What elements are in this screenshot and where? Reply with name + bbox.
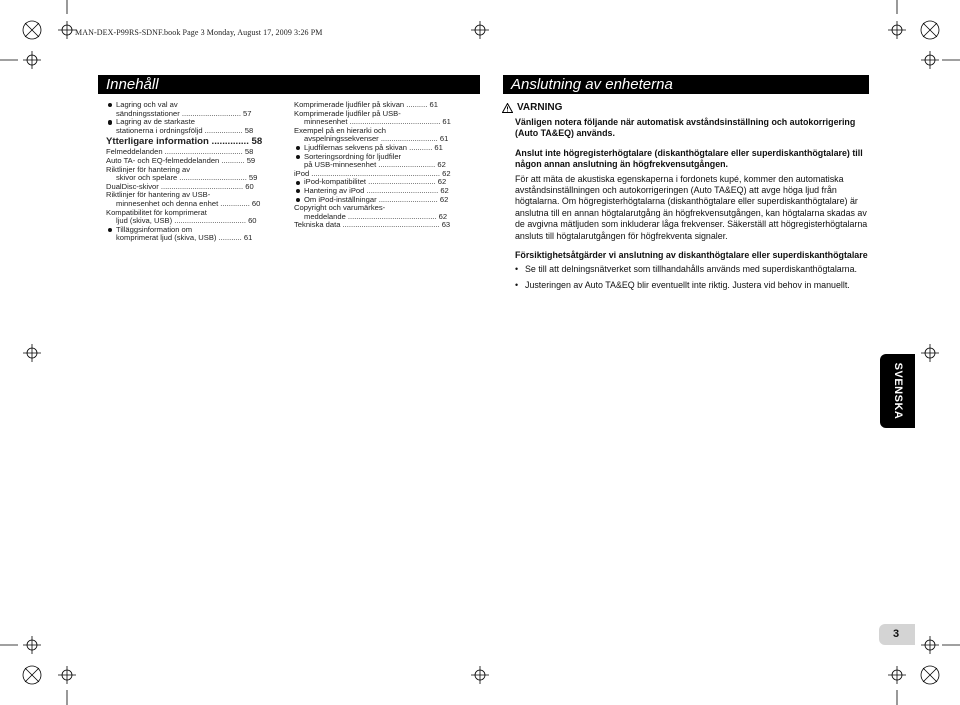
- print-header: MAN-DEX-P99RS-SDNF.book Page 3 Monday, August 17, 2009 3:26 PM: [75, 28, 323, 37]
- toc-entry: Ljudfilernas sekvens på skivan ........... 61: [294, 144, 466, 153]
- warning-title: VARNING: [517, 102, 563, 114]
- toc-entry: Lagring av de starkaste: [106, 118, 276, 127]
- tweeter-connection-warning: Anslut inte högregisterhögtalare (diskanthögtalare eller superdiskanthögtalare) till någon annan anslutning än högfrekvensutgången.: [515, 147, 863, 170]
- bullet-icon: •: [515, 264, 519, 275]
- toc-entry: Sorteringsordning för ljudfiler: [294, 153, 466, 162]
- toc-entry: Felmeddelanden ..................................... 58: [106, 147, 254, 157]
- toc-entry: minnesenhet ........................................... 61: [304, 117, 451, 127]
- toc-entry: sändningsstationer ............................ 57: [116, 108, 252, 118]
- toc-entry: Lagring och val av: [106, 101, 276, 110]
- toc-heading: Ytterligare information .............. 58: [106, 136, 263, 148]
- toc-entry: avspelningssekvenser ........................... 61: [304, 134, 449, 144]
- toc-entry: meddelande .......................................... 62: [304, 211, 448, 221]
- toc-entry: stationerna i ordningsföljd .................. 58: [116, 125, 254, 135]
- toc-entry: Kompatibilitet för komprimerat: [106, 207, 207, 217]
- toc-entry: på USB-minnesenhet ........................... 62: [304, 160, 446, 170]
- toc-entry: Auto TA- och EQ-felmeddelanden ........... 59: [106, 155, 256, 165]
- toc-entry: Komprimerade ljudfiler på skivan .......... 61: [294, 100, 438, 109]
- toc-entry: komprimerat ljud (skiva, USB) ........... 61: [116, 233, 253, 243]
- toc-entry: ljud (skiva, USB) .................................. 60: [116, 216, 257, 226]
- warning-notice: Vänligen notera följande när automatisk avståndsinställning och autokorrigering (Auto TA&EQ) används.: [515, 117, 856, 139]
- toc-entry: iPod ............................................................. 62: [294, 168, 451, 178]
- connection-banner: Anslutning av enheterna: [503, 75, 869, 94]
- toc-entry: Exempel på en hierarki och: [294, 125, 387, 135]
- toc-entry: Hantering av iPod .................................. 62: [294, 187, 466, 196]
- measurement-explanation: För att mäta de akustiska egenskaperna i fordonets kupé, kommer den automatiska avståndsinställningen och autokorrigeringen (Auto TA&EQ) att avge höga ljud från högtalarna. Om högregisterhögtalarna (diskanthögtalare eller superdiskanthögtalare) är anslutna till en annan högtalarutgång än högfrekvensutgången, kan högtalarna skadas av de avgivna mätljuden som inkluderar låga frekvenser. Säkerställ att högregisterhögtalarna ansluts till högtalarutgången för högfrekventa signaler.: [515, 173, 868, 241]
- toc-entry: DualDisc-skivor ....................................... 60: [106, 181, 254, 191]
- toc-entry: Komprimerade ljudfiler på USB-: [294, 108, 401, 118]
- toc-entry: Om iPod-inställningar ............................ 62: [294, 196, 466, 205]
- toc-entry: Riktlinjer för hantering av: [106, 164, 190, 174]
- contents-banner: Innehåll: [98, 75, 480, 94]
- page-number: 3: [879, 624, 915, 645]
- toc-entry: Tekniska data .............................................. 63: [294, 220, 451, 230]
- bullet-icon: •: [515, 279, 519, 290]
- toc-entry: Riktlinjer för hantering av USB-: [106, 190, 211, 200]
- toc-entry: iPod-kompatibilitet ................................ 62: [294, 178, 466, 187]
- precautions-heading: Försiktighetsåtgärder vi anslutning av diskanthögtalare eller superdiskanthögtalare: [515, 250, 868, 261]
- list-item: • Justeringen av Auto TA&EQ blir eventuellt inte riktig. Justera vid behov in manuellt.: [515, 279, 850, 290]
- toc-entry: minnesenhet och denna enhet .............. 60: [116, 198, 261, 208]
- toc-entry: skivor och spelare ................................ 59: [116, 173, 258, 183]
- toc-entry: Copyright och varumärkes-: [294, 203, 386, 213]
- language-label: SVENSKA: [891, 362, 904, 420]
- toc-entry: Tilläggsinformation om: [106, 226, 276, 235]
- list-item: • Se till att delningsnätverket som tillhandahålls används med superdiskanthögtalarna.: [515, 264, 858, 275]
